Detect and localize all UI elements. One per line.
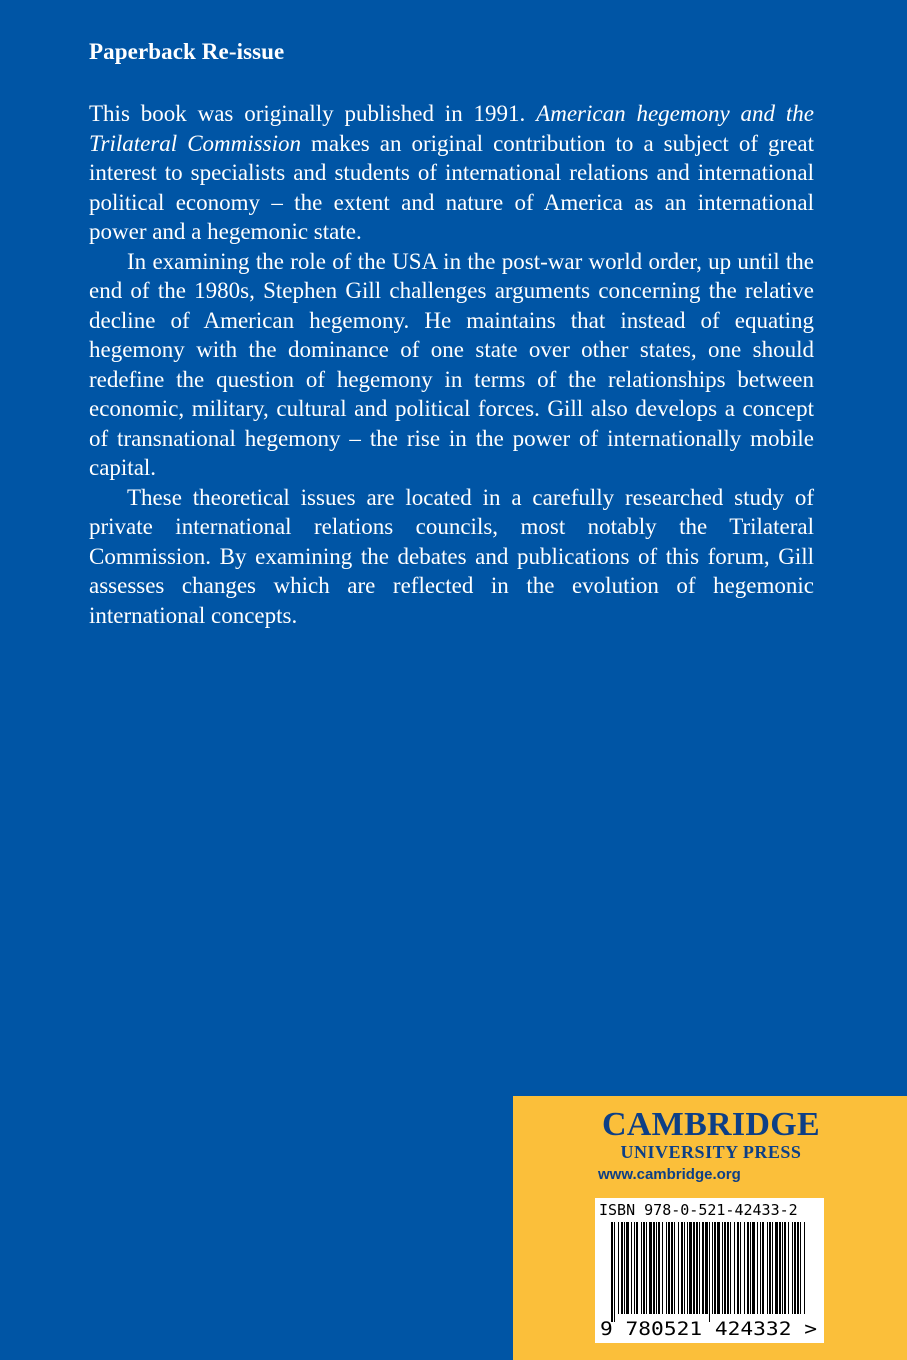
- barcode-bar: [689, 1222, 692, 1314]
- barcode-bar: [618, 1222, 619, 1314]
- barcode-bar: [699, 1222, 700, 1314]
- publisher-subname: UNIVERSITY PRESS: [620, 1142, 802, 1162]
- barcode-bar: [653, 1222, 655, 1314]
- barcode-bar: [752, 1222, 755, 1314]
- barcode-bar: [722, 1222, 723, 1314]
- barcode-bar: [696, 1222, 698, 1314]
- barcode-bar: [705, 1222, 708, 1314]
- barcode-bar: [782, 1222, 783, 1314]
- barcode-bar: [714, 1222, 716, 1314]
- barcode-bar: [737, 1222, 739, 1314]
- barcode-bar: [757, 1222, 758, 1314]
- barcode-graphic: [599, 1222, 819, 1340]
- barcode-bar: [624, 1222, 625, 1314]
- barcode-bar: [658, 1222, 660, 1314]
- barcode-bar: [631, 1222, 632, 1314]
- barcode-bar: [775, 1222, 778, 1314]
- publisher-name: CAMBRIDGE: [601, 1106, 821, 1143]
- barcode-bar: [717, 1222, 720, 1314]
- barcode-bar: [784, 1222, 786, 1314]
- description-paragraph-2: In examining the role of the USA in the post-war world order, up until the end of the 1980s, Stephen Gill challenges arguments concerning the relative decline of American hegemony. He maintains that instead of equating hegemony with the dominance of one state over other states, one should redefine the question of hegemony in terms of the relationships between economic, military, cultural and political forces. Gill also develops a concept of transnational hegemony – the rise in the power of internationally mobile capital.: [89, 248, 814, 480]
- publisher-panel: [513, 1096, 907, 1360]
- barcode-bar: [734, 1222, 735, 1314]
- barcode-bar: [684, 1222, 685, 1314]
- barcode-bar: [744, 1222, 745, 1314]
- barcode-bar: [794, 1222, 796, 1314]
- barcode-bar: [747, 1222, 749, 1314]
- barcode-panel: [595, 1198, 824, 1343]
- barcode-bar: [634, 1222, 635, 1314]
- publisher-url: www.cambridge.org: [598, 1166, 741, 1183]
- description-paragraph-1: [89, 99, 814, 247]
- barcode-bar: [727, 1222, 729, 1314]
- barcode-bar: [649, 1222, 652, 1314]
- barcode-bar: [674, 1222, 675, 1314]
- barcode-bar: [712, 1222, 713, 1314]
- barcode-bar: [614, 1222, 615, 1322]
- isbn-label: ISBN 978-0-521-42433-2: [599, 1201, 798, 1219]
- barcode-bar: [641, 1222, 642, 1314]
- barcode-bar: [750, 1222, 751, 1314]
- barcode-bar: [671, 1222, 673, 1314]
- barcode-bar: [643, 1222, 645, 1314]
- barcode-bar: [646, 1222, 647, 1314]
- barcode-bar: [772, 1222, 773, 1314]
- barcode-bar: [666, 1222, 667, 1314]
- barcode-bar: [804, 1222, 805, 1314]
- barcode-bar: [702, 1222, 704, 1314]
- barcode-bar: [709, 1222, 710, 1322]
- barcode-bar: [693, 1222, 695, 1314]
- barcode-bar: [767, 1222, 768, 1314]
- cover-heading: Paperback Re-issue: [89, 39, 285, 64]
- paragraph-1-rest: makes an original contribution to a subject of great interest to specialists and students of international relations and international political economy – the extent and nature of America as an international power and a hegemonic state.: [89, 130, 814, 244]
- barcode-bar: [792, 1222, 793, 1314]
- barcode-bar: [611, 1222, 613, 1322]
- barcode-bar: [788, 1222, 789, 1314]
- barcode-bar: [636, 1222, 638, 1314]
- paragraph-1-lead: This book was originally published in 1991.: [89, 101, 537, 126]
- barcode-bar: [678, 1222, 679, 1314]
- barcode-bar: [762, 1222, 764, 1314]
- book-title-italic: American hegemony and the Trilateral Commission: [89, 101, 814, 156]
- barcode-bar: [626, 1222, 629, 1314]
- barcode-bar: [681, 1222, 683, 1314]
- description-paragraph-3: These theoretical issues are located in a carefully researched study of private international relations councils, most notably the Trilateral Commission. By examining the debates and publications of this forum, Gill assesses changes which are reflected in the evolution of hegemonic international concepts.: [89, 484, 814, 628]
- barcode-bar: [760, 1222, 761, 1314]
- barcode-bars: [611, 1222, 805, 1322]
- barcode-bar: [740, 1222, 741, 1314]
- barcode-bar: [779, 1222, 781, 1314]
- barcode-bar: [769, 1222, 771, 1314]
- barcode-bar: [687, 1222, 688, 1314]
- barcode-bar: [668, 1222, 670, 1314]
- barcode-digits: 9 780521 424332 >: [600, 1319, 817, 1340]
- barcode-bar: [656, 1222, 657, 1314]
- barcode-bar: [724, 1222, 726, 1314]
- barcode-bar: [621, 1222, 623, 1314]
- barcode-bar: [730, 1222, 731, 1314]
- barcode-bar: [662, 1222, 663, 1314]
- barcode-bar: [797, 1222, 799, 1314]
- barcode-bar: [800, 1222, 801, 1314]
- book-description: [89, 99, 814, 630]
